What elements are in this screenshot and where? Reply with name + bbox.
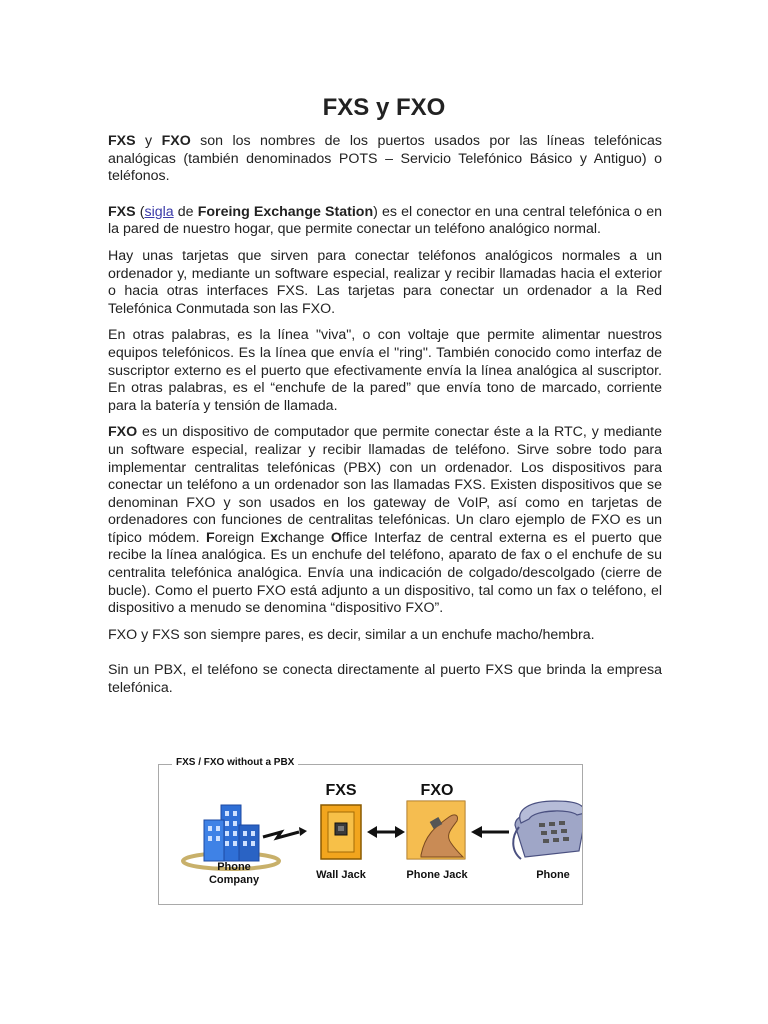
acronym-letter-o: O xyxy=(330,529,342,546)
intro-text: son los nombres de los puertos usados por las líneas telefónicas analógicas (también denominados POTS – Servicio Telefónico Básico y Antiguo) o teléfonos. xyxy=(108,133,662,185)
term-fxo: FXO xyxy=(161,133,191,149)
pbx-paragraph: Sin un PBX, el teléfono se conecta directamente al puerto FXS que brinda la empresa telefónica. xyxy=(108,662,662,697)
fxs-definition-text: ) es el conector en una central telefónica o en la pared de nuestro hogar, que permite conectar un teléfono analógico normal. xyxy=(108,203,662,238)
intro-paragraph xyxy=(108,133,662,186)
phone-company-label xyxy=(199,861,269,887)
term-fxs: FXS xyxy=(108,203,136,220)
fxo-text-part1: es un dispositivo de computador que permite conectar éste a la RTC, y mediante un software especial, realizar y recibir llamadas de teléfono. Sirve sobre todo para implementar centralitas telefónicas (PBX) con un ordenador. Los dispositivos para conectar un teléfono a un ordenador son las llamadas FXS. Existen dispositivos que se denominan FXO y son usados en los gateway de VoIP, así como en tarjetas de ordenadores con funciones de centralitas telefónicas. Un claro ejemplo de FXO es un típico módem. xyxy=(108,424,662,546)
fxo-text-change: change xyxy=(277,529,331,546)
term-fxo: FXO xyxy=(108,424,138,441)
bidirectional-arrow-icon xyxy=(367,826,405,838)
page-title: FXS y FXO xyxy=(322,94,446,121)
phone-jack-label: Phone Jack xyxy=(406,869,468,881)
sigla-link[interactable]: sigla xyxy=(144,203,174,220)
connector-de: de xyxy=(173,203,198,220)
phone-company-label-line1: Phone xyxy=(217,861,251,873)
paren-open: ( xyxy=(135,203,145,220)
phone-label: Phone xyxy=(536,869,570,881)
telephone-icon xyxy=(513,801,582,859)
fxo-heading: FXO xyxy=(420,782,454,799)
document-body xyxy=(108,133,662,707)
diagram-caption: FXS / FXO without a PBX xyxy=(172,756,298,770)
arrow-left-icon xyxy=(471,826,509,838)
wall-jack-label: Wall Jack xyxy=(316,869,366,881)
pares-paragraph: FXO y FXS son siempre pares, es decir, similar a un enchufe macho/hembra. xyxy=(108,626,595,643)
line-connection-icon xyxy=(263,827,307,838)
phone-jack-icon xyxy=(407,801,465,859)
fxs-definition-paragraph xyxy=(108,204,662,239)
fxo-text-part2: ffice Interfaz de central externa es el puerto que recibe la línea analógica. Es un enchufe del teléfono, aparato de fax o el enchufe de su centralita telefónica analógica. Envía una indicación de colgado/descolgado (cierre de bucle). Como el puerto FXO está adjunto a un dispositivo, tal como un fax o teléfono, el dispositivo a menudo se denomina “dispositivo FXO”. xyxy=(108,529,662,617)
fxs-fxo-diagram xyxy=(158,757,583,905)
acronym-letter-x: x xyxy=(270,529,278,546)
acronym-letter-f: F xyxy=(206,529,215,546)
tarjetas-paragraph: Hay unas tarjetas que sirven para conectar teléfonos analógicos normales a un ordenador y, mediante un software especial, realizar y recibir llamadas hacia el exterior o hacia otras interfaces FXS. Las tarjetas para conectar un ordenador a la Red Telefónica Conmutada son las FXO. xyxy=(108,247,662,317)
fxs-expansion: Foreing Exchange Station xyxy=(197,203,374,220)
intro-connector: y xyxy=(135,133,162,149)
linea-viva-paragraph: En otras palabras, es la línea "viva", o con voltaje que permite alimentar nuestros equipos telefónicos. Es la línea que envía el "ring". También conocido como interfaz de suscriptor externo es el puerto que efectivamente envía la línea analógica al suscriptor. En otras palabras, es el “enchufe de la pared” que envía tono de marcado, corriente para la batería y tensión de llamada. xyxy=(108,327,662,414)
fxs-heading: FXS xyxy=(325,782,357,799)
wall-jack-icon xyxy=(321,805,361,859)
fxo-definition-paragraph xyxy=(108,424,662,618)
phone-company-label-line2: Company xyxy=(208,874,260,886)
fxo-text-oreign: oreign E xyxy=(214,529,271,546)
term-fxs: FXS xyxy=(108,133,136,149)
